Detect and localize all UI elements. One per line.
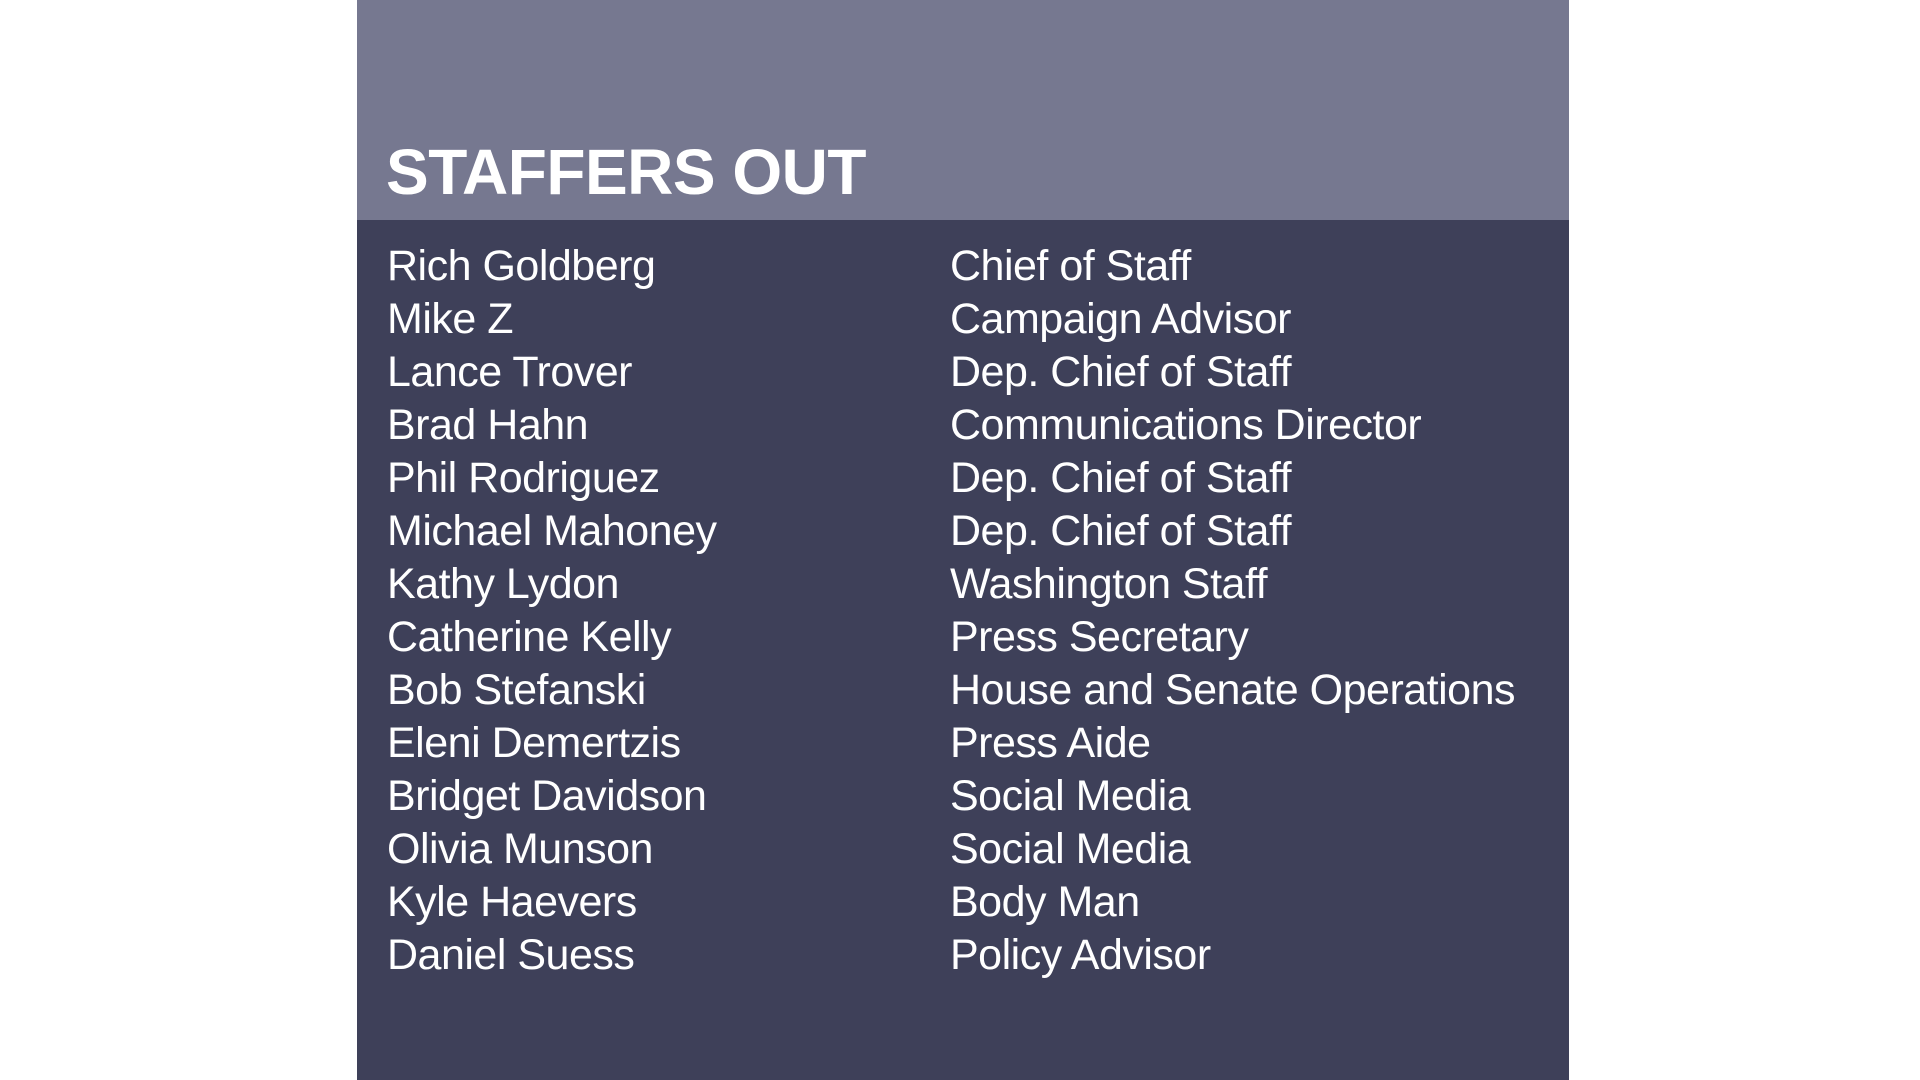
staff-role: Dep. Chief of Staff: [950, 507, 1292, 555]
staff-row: [387, 346, 1557, 399]
staff-name: Daniel Suess: [387, 931, 635, 979]
staff-name: Catherine Kelly: [387, 613, 672, 661]
staff-role: House and Senate Operations: [950, 666, 1516, 714]
staff-name: Phil Rodriguez: [387, 454, 660, 502]
staff-role: Communications Director: [950, 401, 1422, 449]
staff-row: [387, 399, 1557, 452]
staff-role: Body Man: [950, 878, 1140, 926]
staff-name: Kathy Lydon: [387, 560, 619, 608]
staff-row: [387, 611, 1557, 664]
staff-role: Press Secretary: [950, 613, 1249, 661]
staff-role: Washington Staff: [950, 560, 1268, 608]
staff-row: [387, 664, 1557, 717]
staff-role: Dep. Chief of Staff: [950, 454, 1292, 502]
staff-role: Social Media: [950, 825, 1191, 873]
staffers-card: [357, 0, 1569, 1080]
staff-role: Policy Advisor: [950, 931, 1211, 979]
staff-name: Bridget Davidson: [387, 772, 707, 820]
staff-list: [387, 240, 1557, 982]
staff-row: [387, 558, 1557, 611]
staff-name: Olivia Munson: [387, 825, 653, 873]
staff-row: [387, 929, 1557, 982]
staff-name: Kyle Haevers: [387, 878, 637, 926]
staff-row: [387, 717, 1557, 770]
staff-name: Eleni Demertzis: [387, 719, 681, 767]
staff-name: Michael Mahoney: [387, 507, 717, 555]
staff-name: Bob Stefanski: [387, 666, 646, 714]
staff-role: Dep. Chief of Staff: [950, 348, 1292, 396]
staff-row: [387, 505, 1557, 558]
staff-name: Mike Z: [387, 295, 513, 343]
staff-name: Rich Goldberg: [387, 242, 656, 290]
staff-row: [387, 452, 1557, 505]
staff-name: Brad Hahn: [387, 401, 589, 449]
staff-role: Press Aide: [950, 719, 1151, 767]
page-title: STAFFERS OUT: [386, 136, 866, 208]
staff-role: Social Media: [950, 772, 1191, 820]
staff-row: [387, 240, 1557, 293]
staff-role: Campaign Advisor: [950, 295, 1291, 343]
staff-row: [387, 770, 1557, 823]
staff-row: [387, 293, 1557, 346]
staff-row: [387, 876, 1557, 929]
staff-row: [387, 823, 1557, 876]
card-header: [357, 0, 1569, 220]
staff-role: Chief of Staff: [950, 242, 1191, 290]
staff-name: Lance Trover: [387, 348, 632, 396]
